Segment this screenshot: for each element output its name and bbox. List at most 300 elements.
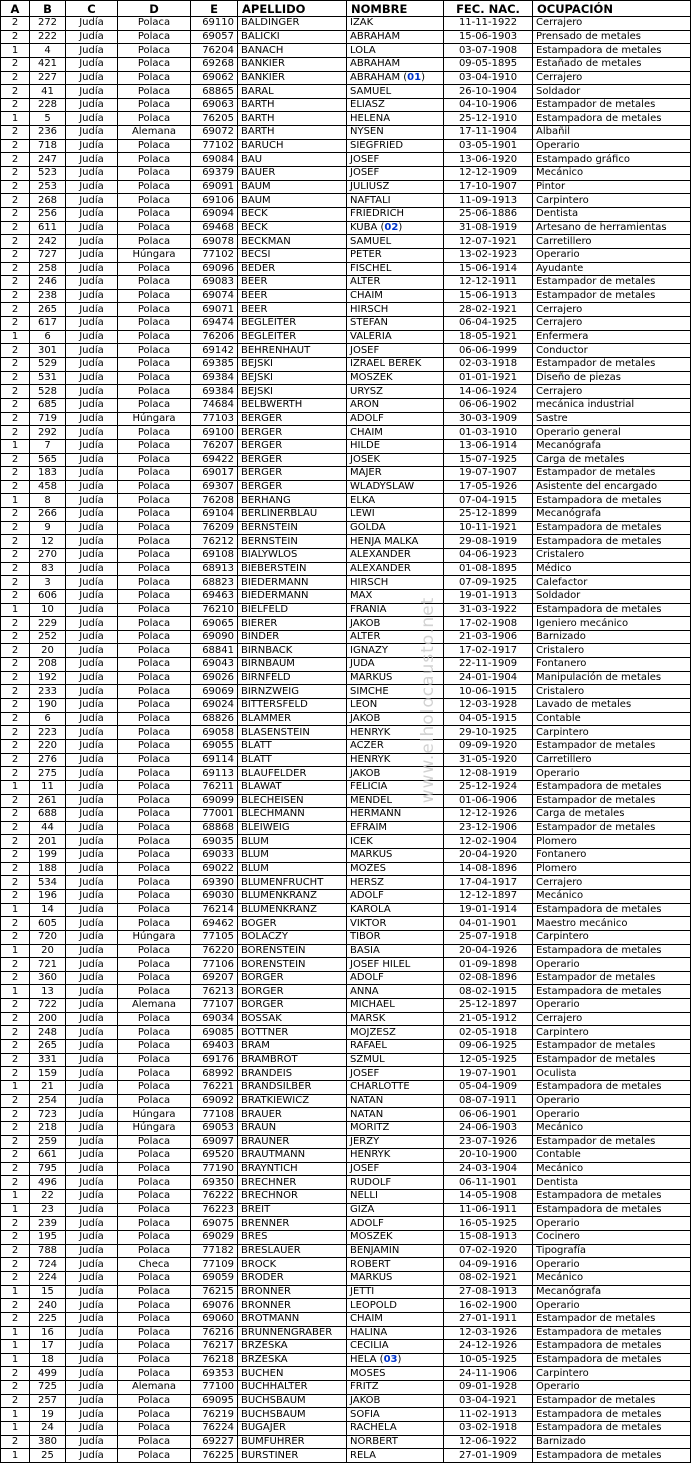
cell-a: 2 [1, 930, 30, 944]
cell-a: 2 [1, 480, 30, 494]
cell-d: Polaca [118, 508, 191, 522]
cell-a: 2 [1, 248, 30, 262]
cell-nombre: VALERIA [347, 330, 444, 344]
cell-b: 499 [30, 1367, 66, 1381]
cell-c: Judía [66, 1326, 118, 1340]
cell-fec-nac: 19-01-1914 [444, 903, 533, 917]
cell-apellido: BEGLEITER [238, 317, 347, 331]
cell-ocupacion: Cerrajero [533, 1012, 691, 1026]
cell-apellido: BUCHHALTER [238, 1381, 347, 1395]
cell-d: Polaca [118, 589, 191, 603]
table-row [1, 358, 691, 372]
cell-a: 2 [1, 30, 30, 44]
cell-apellido: BIRNFELD [238, 671, 347, 685]
cell-c: Judía [66, 1299, 118, 1313]
cell-d: Polaca [118, 862, 191, 876]
cell-nombre: HIRSCH [347, 576, 444, 590]
cell-b: 201 [30, 835, 66, 849]
table-row [1, 1408, 691, 1422]
footnote-reference[interactable]: 02 [384, 221, 399, 233]
cell-ocupacion: Enfermera [533, 330, 691, 344]
cell-ocupacion: Soldador [533, 589, 691, 603]
cell-a: 2 [1, 1094, 30, 1108]
cell-b: 14 [30, 903, 66, 917]
cell-apellido: BRATKIEWICZ [238, 1094, 347, 1108]
cell-a: 1 [1, 1203, 30, 1217]
cell-a: 1 [1, 985, 30, 999]
cell-fec-nac: 25-06-1886 [444, 207, 533, 221]
cell-a: 2 [1, 17, 30, 31]
cell-apellido: BIEBERSTEIN [238, 562, 347, 576]
cell-a: 1 [1, 1190, 30, 1204]
cell-d: Polaca [118, 180, 191, 194]
cell-b: 721 [30, 958, 66, 972]
cell-e: 68992 [191, 1067, 238, 1081]
cell-b: 199 [30, 849, 66, 863]
cell-ocupacion: Diseño de piezas [533, 371, 691, 385]
cell-c: Judía [66, 808, 118, 822]
header-a: A [1, 1, 30, 17]
cell-e: 69227 [191, 1435, 238, 1449]
cell-ocupacion: Carpintero [533, 726, 691, 740]
table-row [1, 726, 691, 740]
table-row [1, 494, 691, 508]
cell-ocupacion: Igeniero mecánico [533, 617, 691, 631]
cell-nombre: ANNA [347, 985, 444, 999]
cell-fec-nac: 31-08-1919 [444, 221, 533, 235]
cell-d: Polaca [118, 1012, 191, 1026]
cell-e: 69063 [191, 98, 238, 112]
table-row [1, 876, 691, 890]
cell-fec-nac: 17-11-1904 [444, 126, 533, 140]
cell-apellido: BORGER [238, 999, 347, 1013]
cell-e: 77105 [191, 930, 238, 944]
cell-ocupacion: Estampador de metales [533, 794, 691, 808]
cell-b: 257 [30, 1394, 66, 1408]
cell-d: Polaca [118, 617, 191, 631]
cell-e: 69385 [191, 358, 238, 372]
cell-apellido: BRONNER [238, 1299, 347, 1313]
cell-e: 76220 [191, 944, 238, 958]
cell-e: 69075 [191, 1217, 238, 1231]
cell-e: 69035 [191, 835, 238, 849]
cell-e: 69091 [191, 180, 238, 194]
cell-b: 10 [30, 603, 66, 617]
cell-apellido: BLECHMANN [238, 808, 347, 822]
table-row [1, 1067, 691, 1081]
cell-fec-nac: 12-12-1911 [444, 276, 533, 290]
cell-a: 2 [1, 548, 30, 562]
cell-a: 1 [1, 1080, 30, 1094]
cell-e: 76223 [191, 1203, 238, 1217]
cell-d: Polaca [118, 971, 191, 985]
cell-d: Polaca [118, 521, 191, 535]
table-row [1, 753, 691, 767]
cell-fec-nac: 09-09-1920 [444, 739, 533, 753]
table-row [1, 521, 691, 535]
cell-ocupacion: Estampadora de metales [533, 521, 691, 535]
cell-nombre: NAFTALI [347, 194, 444, 208]
cell-nombre: JULIUSZ [347, 180, 444, 194]
cell-b: 688 [30, 808, 66, 822]
cell-c: Judía [66, 71, 118, 85]
cell-a: 2 [1, 1040, 30, 1054]
cell-ocupacion: Mecanógrafa [533, 439, 691, 453]
cell-b: 200 [30, 1012, 66, 1026]
cell-c: Judía [66, 1012, 118, 1026]
cell-e: 76218 [191, 1353, 238, 1367]
footnote-reference[interactable]: 01 [407, 71, 422, 83]
cell-nombre: JAKOB [347, 767, 444, 781]
cell-b: 272 [30, 17, 66, 31]
cell-apellido: BRENNER [238, 1217, 347, 1231]
cell-ocupacion: Lavado de metales [533, 699, 691, 713]
cell-nombre: ABRAHAM [347, 57, 444, 71]
cell-a: 2 [1, 794, 30, 808]
cell-apellido: BRAUER [238, 1108, 347, 1122]
cell-d: Polaca [118, 1340, 191, 1354]
cell-d: Polaca [118, 1149, 191, 1163]
cell-nombre: JUDA [347, 658, 444, 672]
cell-e: 69113 [191, 767, 238, 781]
cell-b: 8 [30, 494, 66, 508]
cell-b: 13 [30, 985, 66, 999]
cell-a: 2 [1, 467, 30, 481]
cell-c: Judía [66, 903, 118, 917]
cell-nombre: RUDOLF [347, 1176, 444, 1190]
cell-ocupacion: Maestro mecánico [533, 917, 691, 931]
cell-d: Polaca [118, 1176, 191, 1190]
cell-ocupacion: Ayudante [533, 262, 691, 276]
cell-a: 2 [1, 194, 30, 208]
cell-ocupacion: Estampadora de metales [533, 1340, 691, 1354]
cell-a: 2 [1, 1394, 30, 1408]
table-row [1, 385, 691, 399]
cell-apellido: BANKIER [238, 57, 347, 71]
table-row [1, 1449, 691, 1463]
cell-e: 77182 [191, 1244, 238, 1258]
cell-a: 2 [1, 98, 30, 112]
cell-b: 238 [30, 289, 66, 303]
header-fec-nac: FEC. NAC. [444, 1, 533, 17]
cell-c: Judía [66, 1285, 118, 1299]
cell-d: Polaca [118, 644, 191, 658]
cell-ocupacion: Estampador de metales [533, 971, 691, 985]
cell-fec-nac: 30-03-1909 [444, 412, 533, 426]
cell-d: Polaca [118, 1353, 191, 1367]
cell-e: 69099 [191, 794, 238, 808]
cell-ocupacion: Plomero [533, 862, 691, 876]
cell-a: 1 [1, 112, 30, 126]
table-row [1, 712, 691, 726]
cell-ocupacion: Mecanógrafa [533, 1285, 691, 1299]
cell-b: 24 [30, 1421, 66, 1435]
cell-c: Judía [66, 248, 118, 262]
cell-b: 723 [30, 1108, 66, 1122]
cell-apellido: BERHANG [238, 494, 347, 508]
cell-nombre: FRIEDRICH [347, 207, 444, 221]
cell-c: Judía [66, 1217, 118, 1231]
cell-e: 69110 [191, 17, 238, 31]
cell-nombre: SAMUEL [347, 235, 444, 249]
cell-d: Polaca [118, 30, 191, 44]
cell-fec-nac: 08-02-1915 [444, 985, 533, 999]
cell-e: 68841 [191, 644, 238, 658]
cell-apellido: BLUM [238, 862, 347, 876]
cell-b: 661 [30, 1149, 66, 1163]
cell-nombre: JETTI [347, 1285, 444, 1299]
cell-d: Polaca [118, 1285, 191, 1299]
cell-ocupacion: Manipulación de metales [533, 671, 691, 685]
cell-apellido: BRZESKA [238, 1353, 347, 1367]
cell-b: 268 [30, 194, 66, 208]
table-row [1, 85, 691, 99]
cell-e: 69065 [191, 617, 238, 631]
cell-d: Polaca [118, 780, 191, 794]
table-row [1, 1353, 691, 1367]
cell-fec-nac: 06-04-1925 [444, 317, 533, 331]
cell-b: 421 [30, 57, 66, 71]
cell-apellido: BORGER [238, 971, 347, 985]
cell-a: 2 [1, 971, 30, 985]
footnote-reference[interactable]: 03 [383, 1354, 398, 1366]
cell-b: 7 [30, 439, 66, 453]
cell-e: 69055 [191, 739, 238, 753]
cell-d: Polaca [118, 1326, 191, 1340]
cell-ocupacion: Mecánico [533, 167, 691, 181]
cell-d: Polaca [118, 194, 191, 208]
cell-ocupacion: Operario [533, 1299, 691, 1313]
cell-a: 2 [1, 726, 30, 740]
cell-apellido: BEDER [238, 262, 347, 276]
cell-e: 69059 [191, 1271, 238, 1285]
cell-ocupacion: Carpintero [533, 930, 691, 944]
cell-e: 69468 [191, 221, 238, 235]
cell-apellido: BORGER [238, 985, 347, 999]
cell-apellido: BRES [238, 1231, 347, 1245]
header-c: C [66, 1, 118, 17]
cell-e: 69384 [191, 371, 238, 385]
cell-e: 69176 [191, 1053, 238, 1067]
cell-d: Polaca [118, 480, 191, 494]
cell-ocupacion: Operario [533, 1108, 691, 1122]
cell-c: Judía [66, 17, 118, 31]
table-row [1, 1271, 691, 1285]
cell-a: 2 [1, 1312, 30, 1326]
cell-apellido: BURSTINER [238, 1449, 347, 1463]
cell-d: Polaca [118, 1435, 191, 1449]
cell-ocupacion: Mecánico [533, 1162, 691, 1176]
cell-a: 2 [1, 1299, 30, 1313]
cell-fec-nac: 06-06-1999 [444, 344, 533, 358]
header-row [1, 1, 691, 17]
table-row [1, 1080, 691, 1094]
table-row [1, 1367, 691, 1381]
cell-c: Judía [66, 1367, 118, 1381]
cell-d: Polaca [118, 262, 191, 276]
cell-ocupacion: Estampadora de metales [533, 780, 691, 794]
cell-d: Polaca [118, 603, 191, 617]
table-row [1, 57, 691, 71]
cell-nombre: IGNAZY [347, 644, 444, 658]
cell-apellido: BALDINGER [238, 17, 347, 31]
cell-a: 2 [1, 576, 30, 590]
cell-b: 223 [30, 726, 66, 740]
cell-d: Polaca [118, 1421, 191, 1435]
table-row [1, 821, 691, 835]
cell-e: 69024 [191, 699, 238, 713]
cell-a: 1 [1, 1340, 30, 1354]
cell-e: 76210 [191, 603, 238, 617]
cell-e: 68913 [191, 562, 238, 576]
cell-ocupacion: Carpintero [533, 1026, 691, 1040]
cell-nombre: MOSZEK [347, 1231, 444, 1245]
cell-b: 183 [30, 467, 66, 481]
cell-apellido: BERLINERBLAU [238, 508, 347, 522]
cell-b: 20 [30, 644, 66, 658]
cell-a: 1 [1, 439, 30, 453]
cell-c: Judía [66, 971, 118, 985]
cell-c: Judía [66, 1108, 118, 1122]
cell-ocupacion: Cerrajero [533, 17, 691, 31]
cell-apellido: BIELFELD [238, 603, 347, 617]
cell-a: 2 [1, 167, 30, 181]
cell-b: 685 [30, 398, 66, 412]
cell-apellido: BLUM [238, 849, 347, 863]
cell-nombre: GIZA [347, 1203, 444, 1217]
cell-ocupacion: Mecánico [533, 1121, 691, 1135]
cell-fec-nac: 09-01-1928 [444, 1381, 533, 1395]
cell-fec-nac: 12-12-1909 [444, 167, 533, 181]
cell-a: 2 [1, 1381, 30, 1395]
cell-ocupacion: Estampador de metales [533, 1040, 691, 1054]
cell-nombre: FISCHEL [347, 262, 444, 276]
cell-a: 1 [1, 1326, 30, 1340]
cell-b: 529 [30, 358, 66, 372]
cell-e: 77107 [191, 999, 238, 1013]
cell-c: Judía [66, 85, 118, 99]
table-row [1, 139, 691, 153]
cell-nombre: PETER [347, 248, 444, 262]
cell-nombre: MAX [347, 589, 444, 603]
cell-e: 69083 [191, 276, 238, 290]
nombre-text: ABRAHAM [350, 71, 401, 83]
cell-fec-nac: 12-08-1919 [444, 767, 533, 781]
cell-apellido: BARAL [238, 85, 347, 99]
cell-a: 2 [1, 671, 30, 685]
cell-apellido: BLATT [238, 739, 347, 753]
cell-d: Húngara [118, 412, 191, 426]
cell-d: Polaca [118, 221, 191, 235]
cell-e: 68823 [191, 576, 238, 590]
cell-b: 11 [30, 780, 66, 794]
cell-e: 77100 [191, 1381, 238, 1395]
cell-fec-nac: 25-12-1910 [444, 112, 533, 126]
cell-apellido: BIERER [238, 617, 347, 631]
cell-apellido: BANKIER [238, 71, 347, 85]
cell-c: Judía [66, 630, 118, 644]
cell-c: Judía [66, 317, 118, 331]
cell-fec-nac: 24-12-1926 [444, 1340, 533, 1354]
cell-nombre: RELA [347, 1449, 444, 1463]
cell-d: Polaca [118, 821, 191, 835]
cell-e: 69106 [191, 194, 238, 208]
cell-c: Judía [66, 685, 118, 699]
cell-b: 531 [30, 371, 66, 385]
cell-nombre: NYSEN [347, 126, 444, 140]
cell-e: 76206 [191, 330, 238, 344]
cell-e: 69422 [191, 453, 238, 467]
cell-d: Polaca [118, 17, 191, 31]
cell-apellido: BORENSTEIN [238, 944, 347, 958]
cell-a: 2 [1, 57, 30, 71]
cell-b: 265 [30, 1040, 66, 1054]
cell-fec-nac: 26-10-1904 [444, 85, 533, 99]
cell-e: 77102 [191, 139, 238, 153]
cell-apellido: BITTERSFELD [238, 699, 347, 713]
cell-b: 9 [30, 521, 66, 535]
cell-c: Judía [66, 521, 118, 535]
cell-fec-nac: 16-02-1900 [444, 1299, 533, 1313]
cell-e: 69390 [191, 876, 238, 890]
cell-a: 2 [1, 630, 30, 644]
cell-b: 229 [30, 617, 66, 631]
cell-d: Polaca [118, 808, 191, 822]
cell-c: Judía [66, 1121, 118, 1135]
cell-a: 2 [1, 890, 30, 904]
cell-apellido: BRANDSILBER [238, 1080, 347, 1094]
cell-apellido: BOTTNER [238, 1026, 347, 1040]
cell-fec-nac: 27-01-1909 [444, 1449, 533, 1463]
cell-c: Judía [66, 1149, 118, 1163]
cell-nombre: HILDE [347, 439, 444, 453]
table-row [1, 903, 691, 917]
cell-c: Judía [66, 194, 118, 208]
cell-ocupacion: Estampador de metales [533, 358, 691, 372]
cell-fec-nac: 13-02-1923 [444, 248, 533, 262]
cell-a: 2 [1, 207, 30, 221]
cell-ocupacion: Estampadora de metales [533, 44, 691, 58]
cell-fec-nac: 03-04-1910 [444, 71, 533, 85]
cell-nombre: MENDEL [347, 794, 444, 808]
cell-ocupacion: Estampadora de metales [533, 1449, 691, 1463]
cell-d: Polaca [118, 917, 191, 931]
cell-ocupacion: Cerrajero [533, 876, 691, 890]
cell-fec-nac: 23-07-1926 [444, 1135, 533, 1149]
cell-d: Polaca [118, 944, 191, 958]
cell-fec-nac: 20-04-1920 [444, 849, 533, 863]
cell-c: Judía [66, 480, 118, 494]
cell-b: 259 [30, 1135, 66, 1149]
cell-e: 68826 [191, 712, 238, 726]
cell-fec-nac: 18-05-1921 [444, 330, 533, 344]
cell-ocupacion: Asistente del encargado [533, 480, 691, 494]
cell-a: 2 [1, 371, 30, 385]
cell-e: 69092 [191, 1094, 238, 1108]
cell-e: 69114 [191, 753, 238, 767]
cell-fec-nac: 24-03-1904 [444, 1162, 533, 1176]
cell-nombre: ALTER [347, 276, 444, 290]
cell-b: 17 [30, 1340, 66, 1354]
cell-c: Judía [66, 1271, 118, 1285]
cell-ocupacion: Fontanero [533, 658, 691, 672]
cell-e: 69058 [191, 726, 238, 740]
cell-a: 2 [1, 153, 30, 167]
cell-fec-nac: 28-02-1921 [444, 303, 533, 317]
cell-apellido: BLATT [238, 753, 347, 767]
table-row [1, 739, 691, 753]
cell-fec-nac: 10-05-1925 [444, 1353, 533, 1367]
